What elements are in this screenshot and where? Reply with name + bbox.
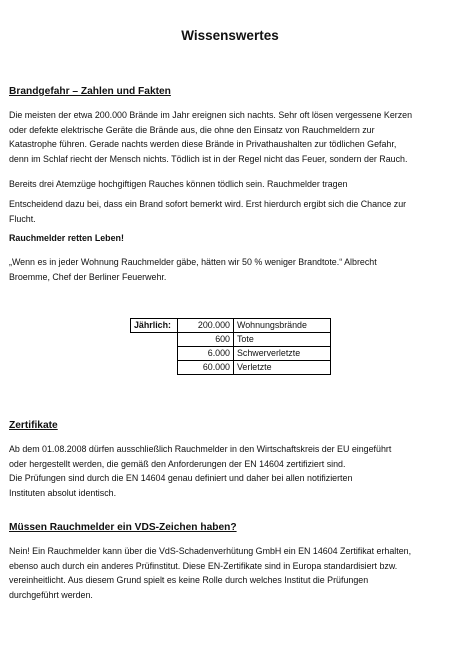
- table-row: [131, 319, 331, 333]
- table-value: 200.000: [178, 319, 234, 333]
- text-line: Die Prüfungen sind durch die EN 14604 genau definiert und daher bei allen notifizierten: [9, 473, 353, 484]
- text-line: Instituten absolut identisch.: [9, 487, 117, 498]
- text-line: Ab dem 01.08.2008 dürfen ausschließlich Rauchmelder in den Wirtschaftskreis der EU eingeführt: [9, 444, 392, 454]
- text-line: Katastrophe führen. Gerade nachts werden diese Brände in Privathaushalten zur tödlichen Gefahr,: [9, 139, 397, 150]
- paragraph-brandgefahr: [9, 108, 455, 166]
- text-line: denn im Schlaf riecht der Mensch nichts. Tödlich ist in der Regel nicht das Feuer, sondern der Rauch.: [9, 153, 408, 164]
- text-line: Nein! Ein Rauchmelder kann über die VdS-Schadenverhütung GmbH ein EN 14604 Zertifikat erhalten,: [9, 546, 412, 556]
- text-line: oder defekte elektrische Geräte die Brände aus, die ohne den Einsatz von Rauchmeldern zur: [9, 124, 375, 135]
- section-heading-vds: Müssen Rauchmelder ein VDS-Zeichen haben?: [9, 522, 237, 533]
- table-empty-cell: [131, 361, 178, 375]
- text-line: durchgeführt werden.: [9, 589, 93, 600]
- paragraph-atemzuege: Bereits drei Atemzüge hochgiftigen Rauches können tödlich sein. Rauchmelder tragen: [9, 179, 348, 189]
- table-row: [131, 361, 331, 375]
- text-line: Flucht.: [9, 213, 36, 224]
- section-heading-brandgefahr: Brandgefahr – Zahlen und Fakten: [9, 86, 171, 97]
- table-empty-cell: [131, 333, 178, 347]
- table-value: 600: [178, 333, 234, 347]
- table-label: Jährlich:: [131, 319, 178, 333]
- text-line: vereinheitlicht. Aus diesem Grund spielt es keine Rolle durch welches Institut die Prüfungen: [9, 575, 369, 586]
- table-empty-cell: [131, 347, 178, 361]
- text-line: Broemme, Chef der Berliner Feuerwehr.: [9, 271, 167, 282]
- page-title: Wissenswertes: [181, 28, 279, 43]
- text-line: Entscheidend dazu bei, dass ein Brand sofort bemerkt wird. Erst hierdurch ergibt sich die Chance zur: [9, 199, 407, 209]
- paragraph-vds: [9, 544, 455, 602]
- section-heading-zertifikate: Zertifikate: [9, 420, 58, 431]
- text-line: ebenso auch durch ein anderes Prüfinstitut. Diese EN-Zertifikate sind in Europa standardisiert bzw.: [9, 560, 398, 571]
- table-value: 60.000: [178, 361, 234, 375]
- table-text: Schwerverletzte: [234, 347, 331, 361]
- table-row: [131, 347, 331, 361]
- table-text: Verletzte: [234, 361, 331, 375]
- table-value: 6.000: [178, 347, 234, 361]
- bold-statement: Rauchmelder retten Leben!: [9, 233, 124, 243]
- paragraph-flucht: [9, 197, 455, 226]
- text-line: oder hergestellt werden, die gemäß den Anforderungen der EN 14604 zertifiziert sind.: [9, 458, 346, 469]
- table-row: [131, 333, 331, 347]
- statistics-table: [130, 318, 331, 375]
- text-line: Die meisten der etwa 200.000 Brände im Jahr ereignen sich nachts. Sehr oft lösen vergessene Kerzen: [9, 110, 413, 120]
- text-line: „Wenn es in jeder Wohnung Rauchmelder gäbe, hätten wir 50 % weniger Brandtote.“ Albrecht: [9, 257, 377, 267]
- table-text: Wohnungsbrände: [234, 319, 331, 333]
- paragraph-zertifikate: [9, 442, 455, 500]
- quote-paragraph: [9, 255, 455, 284]
- table-text: Tote: [234, 333, 331, 347]
